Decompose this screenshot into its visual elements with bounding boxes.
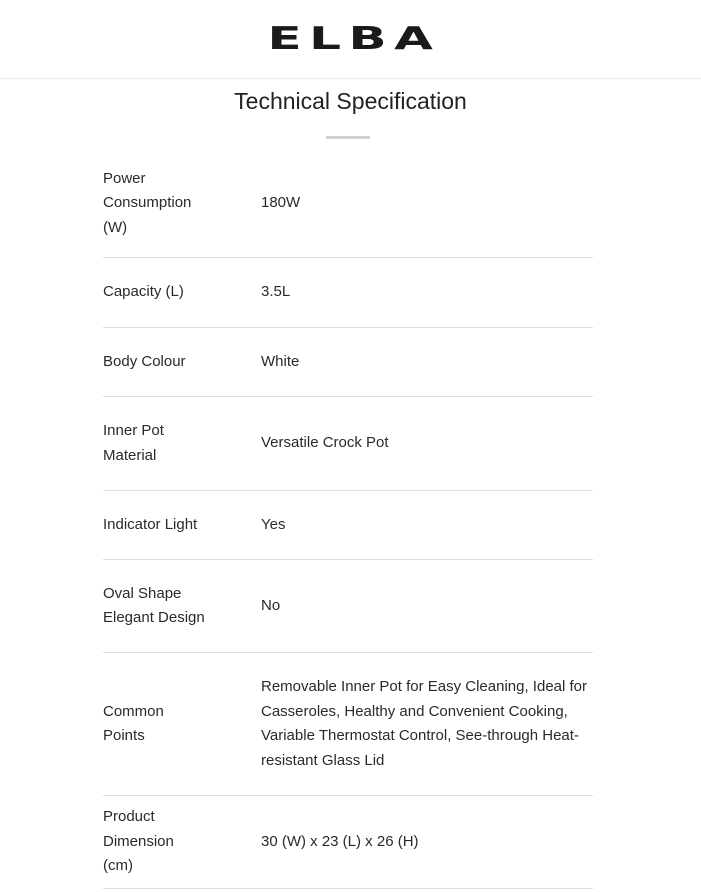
spec-table — [103, 150, 593, 889]
spec-row-indicator-light — [103, 491, 593, 560]
spec-row-product-dimension — [103, 796, 593, 889]
title-divider — [326, 136, 370, 139]
spec-value: White — [261, 352, 300, 370]
spec-value: Versatile Crock Pot — [261, 434, 389, 452]
page-title: Technical Specification — [234, 88, 467, 114]
spec-label: Body Colour — [103, 352, 186, 370]
spec-value: 3.5L — [261, 283, 291, 301]
spec-value: 30 (W) x 23 (L) x 26 (H) — [261, 832, 419, 850]
spec-label: Capacity (L) — [103, 283, 184, 301]
spec-row-body-colour — [103, 328, 593, 397]
spec-row-capacity — [103, 258, 593, 328]
spec-row-common-points — [103, 653, 593, 796]
spec-label: Common Points — [103, 702, 164, 744]
spec-label: Oval Shape Elegant Design — [103, 584, 205, 626]
spec-row-inner-pot-material — [103, 397, 593, 491]
spec-label: Inner Pot Material — [103, 422, 164, 464]
spec-row-power-consumption — [103, 150, 593, 258]
spec-row-oval-shape — [103, 560, 593, 653]
spec-value: Yes — [261, 515, 286, 533]
spec-label: Product Dimension (cm) — [103, 808, 174, 875]
spec-label: Indicator Light — [103, 515, 198, 533]
spec-label: Power Consumption (W) — [103, 169, 192, 236]
spec-value: 180W — [261, 194, 301, 212]
elba-logo[interactable]: ELBA — [267, 21, 441, 57]
site-header — [0, 0, 701, 79]
spec-value: Removable Inner Pot for Easy Cleaning, Ideal for Casseroles, Healthy and Convenient Cooking, Variable Thermostat Control, See-through Heat-resistant Glass Lid — [261, 678, 588, 769]
spec-value: No — [261, 596, 281, 614]
